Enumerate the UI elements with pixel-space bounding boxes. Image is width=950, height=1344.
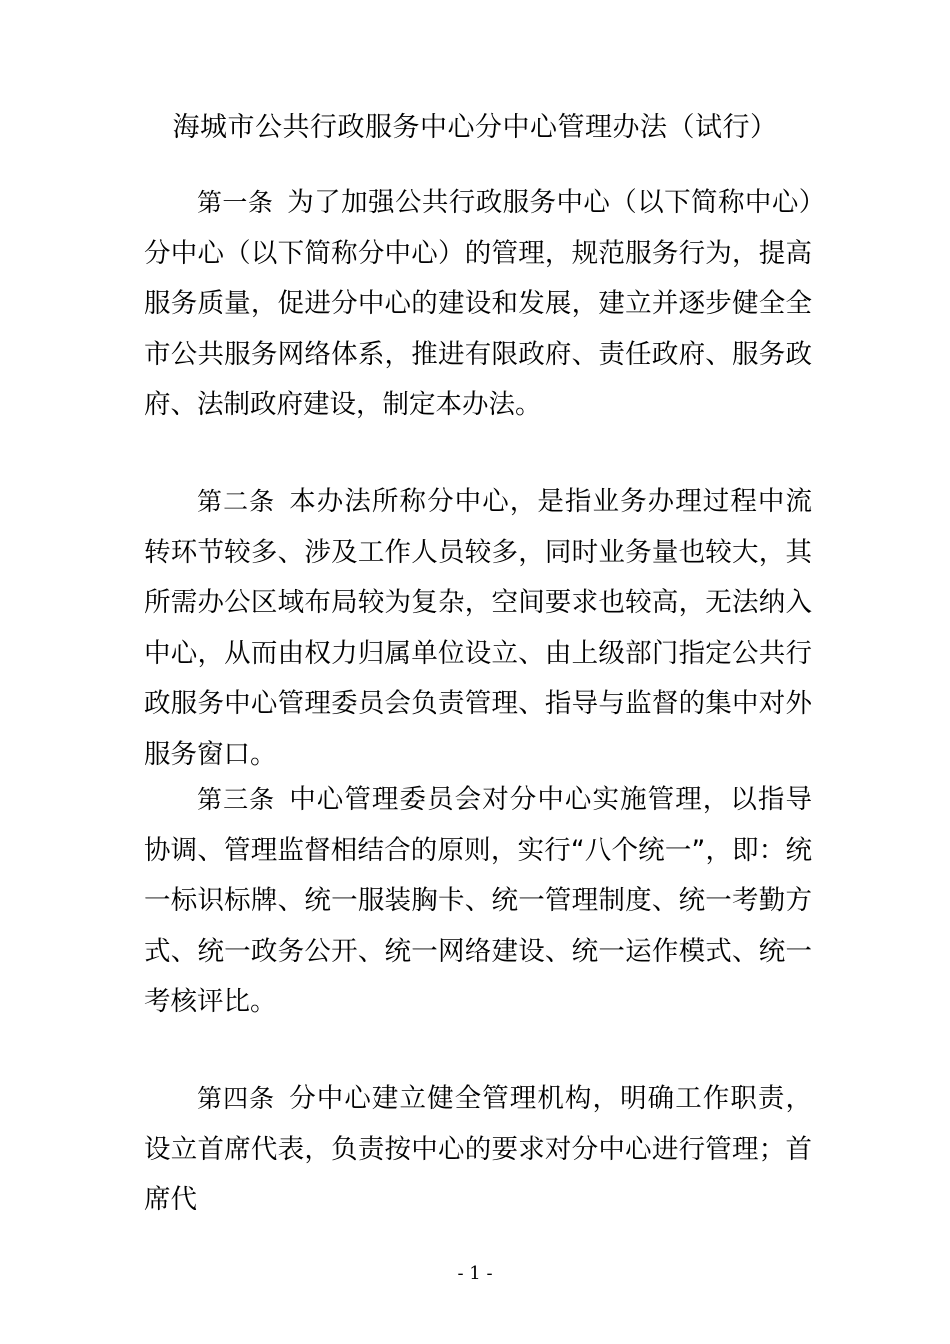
article-label: 第三条 [197,785,276,814]
article-text: 分中心建立健全管理机构，明确工作职责，设立首席代表，负责按中心的要求对分中心进行管理；首席代 [144,1083,812,1215]
article-paragraph [144,477,812,780]
article-label: 第四条 [197,1084,276,1113]
article-text: 中心管理委员会对分中心实施管理，以指导协调、管理监督相结合的原则，实行“八个统一”，即：统一标识标牌、统一服装胸卡、统一管理制度、统一考勤方式、统一政务公开、统一网络建设、统一运作模式、统一考核评比。 [144,784,812,1017]
article-paragraph [144,775,812,1028]
article-label: 第二条 [197,487,276,516]
article-paragraph [144,178,812,431]
article-text: 本办法所称分中心，是指业务办理过程中流转环节较多、涉及工作人员较多，同时业务量也较大，其所需办公区域布局较为复杂，空间要求也较高，无法纳入中心，从而由权力归属单位设立、由上级部门指定公共行政服务中心管理委员会负责管理、指导与监督的集中对外服务窗口。 [144,486,812,770]
page-number: - 1 - [457,1263,493,1284]
document-title: 海城市公共行政服务中心分中心管理办法（试行） [172,112,778,143]
article-text: 为了加强公共行政服务中心（以下简称中心）分中心（以下简称分中心）的管理，规范服务行为，提高服务质量，促进分中心的建设和发展，建立并逐步健全全市公共服务网络体系，推进有限政府、责任政府、服务政府、法制政府建设，制定本办法。 [144,187,812,420]
article-label: 第一条 [197,188,274,217]
article-paragraph [144,1074,812,1226]
